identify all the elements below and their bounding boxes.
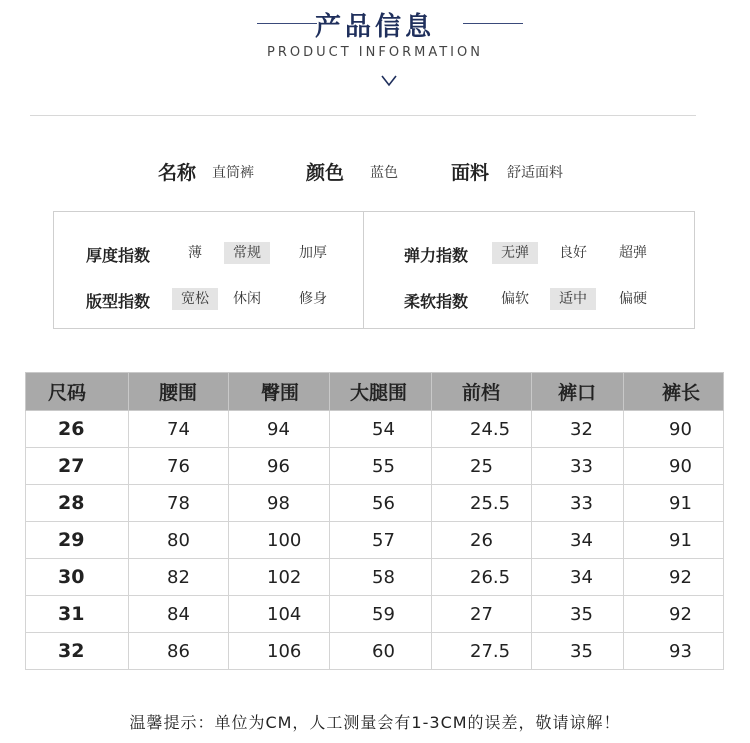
index-option-selected: 常规 [224,242,270,264]
measurement-cell [624,411,724,448]
column-header [129,373,229,411]
cell-value: 84 [167,603,190,625]
measurement-cell [532,559,624,596]
cell-value: 94 [267,418,290,440]
column-header-label: 大腿围 [350,382,408,404]
column-header-label: 臀围 [261,382,300,404]
cell-value: 90 [669,418,692,440]
table-row [26,596,724,633]
measurement-cell [624,559,724,596]
cell-value: 32 [570,418,593,440]
measurement-cell [432,411,532,448]
attribute-value: 舒适面料 [507,165,563,181]
cell-value: 80 [167,529,190,551]
measurement-cell [624,633,724,670]
cell-value: 78 [167,492,190,514]
cell-value: 30 [58,566,85,588]
attribute-label: 颜色 [306,162,345,184]
table-row [26,633,724,670]
size-cell [26,411,129,448]
cell-value: 56 [372,492,395,514]
measurement-cell [129,448,229,485]
cell-value: 90 [669,455,692,477]
measurement-cell [330,559,432,596]
cell-value: 28 [58,492,85,514]
column-header [532,373,624,411]
measurement-cell [229,485,330,522]
measurement-cell [330,448,432,485]
index-option: 偏软 [501,291,529,307]
column-header [229,373,330,411]
measurement-cell [532,485,624,522]
index-option: 休闲 [233,291,261,307]
measurement-cell [624,485,724,522]
measurement-cell [432,448,532,485]
index-option: 薄 [188,245,202,261]
cell-value: 102 [267,566,302,588]
measurement-cell [532,522,624,559]
attribute-label: 面料 [451,162,490,184]
cell-value: 34 [570,529,593,551]
index-box-divider [363,212,364,328]
column-header [330,373,432,411]
table-row [26,448,724,485]
column-header-label: 腰围 [159,382,198,404]
measurement-cell [229,411,330,448]
section-divider [30,115,696,116]
index-option: 超弹 [619,245,647,261]
measurement-cell [532,448,624,485]
cell-value: 98 [267,492,290,514]
measurement-cell [432,522,532,559]
cell-value: 35 [570,603,593,625]
cell-value: 24.5 [470,418,511,440]
index-label: 厚度指数 [86,246,151,265]
measurement-cell [532,411,624,448]
measurement-cell [129,411,229,448]
measurement-cell [330,485,432,522]
column-header [432,373,532,411]
cell-value: 74 [167,418,190,440]
index-option: 加厚 [299,245,327,261]
cell-value: 29 [58,529,85,551]
chevron-down-icon [381,75,397,87]
cell-value: 86 [167,640,190,662]
cell-value: 34 [570,566,593,588]
index-label: 版型指数 [86,292,151,311]
measurement-cell [129,633,229,670]
measurement-cell [532,633,624,670]
index-option: 修身 [299,291,327,307]
size-table [25,372,724,670]
cell-value: 25.5 [470,492,511,514]
measurement-cell [624,596,724,633]
footer-note: 温馨提示：单位为CM，人工测量会有1-3CM的误差，敬请谅解！ [129,713,621,732]
cell-value: 35 [570,640,593,662]
column-header-label: 尺码 [48,382,87,404]
column-header [624,373,724,411]
attribute-value: 蓝色 [370,165,398,181]
cell-value: 33 [570,455,593,477]
index-option-selected: 适中 [550,288,596,310]
cell-value: 26 [58,418,85,440]
index-option: 良好 [559,245,587,261]
size-cell [26,448,129,485]
measurement-cell [229,633,330,670]
measurement-cell [624,522,724,559]
size-cell [26,485,129,522]
size-cell [26,522,129,559]
cell-value: 104 [267,603,302,625]
measurement-cell [229,522,330,559]
index-option-selected: 宽松 [172,288,218,310]
cell-value: 100 [267,529,302,551]
cell-value: 32 [58,640,85,662]
measurement-cell [432,559,532,596]
cell-value: 57 [372,529,395,551]
column-header-label: 裤长 [662,382,701,404]
table-row [26,411,724,448]
cell-value: 76 [167,455,190,477]
attribute-value: 直筒裤 [212,165,254,181]
size-cell [26,596,129,633]
size-table-header [26,373,724,411]
size-cell [26,559,129,596]
measurement-cell [330,633,432,670]
size-cell [26,633,129,670]
column-header-label: 裤口 [558,382,597,404]
page-title: 产品信息 [314,12,435,42]
measurement-cell [229,448,330,485]
cell-value: 60 [372,640,395,662]
measurement-cell [229,559,330,596]
measurement-cell [129,485,229,522]
cell-value: 106 [267,640,302,662]
measurement-cell [532,596,624,633]
cell-value: 82 [167,566,190,588]
measurement-cell [330,596,432,633]
measurement-cell [330,522,432,559]
cell-value: 31 [58,603,85,625]
cell-value: 26.5 [470,566,511,588]
cell-value: 96 [267,455,290,477]
cell-value: 27 [470,603,493,625]
measurement-cell [432,596,532,633]
index-label: 柔软指数 [404,292,469,311]
table-row [26,485,724,522]
measurement-cell [432,633,532,670]
cell-value: 33 [570,492,593,514]
cell-value: 93 [669,640,692,662]
cell-value: 25 [470,455,493,477]
attribute-label: 名称 [158,162,197,184]
cell-value: 27.5 [470,640,511,662]
measurement-cell [129,522,229,559]
cell-value: 92 [669,603,692,625]
table-row [26,559,724,596]
measurement-cell [129,559,229,596]
index-label: 弹力指数 [404,246,469,265]
index-option-selected: 无弹 [492,242,538,264]
cell-value: 59 [372,603,395,625]
page-subtitle: PRODUCT INFORMATION [267,45,483,60]
measurement-cell [432,485,532,522]
measurement-cell [624,448,724,485]
cell-value: 58 [372,566,395,588]
measurement-cell [129,596,229,633]
column-header [26,373,129,411]
measurement-cell [229,596,330,633]
table-row [26,522,724,559]
cell-value: 91 [669,529,692,551]
column-header-label: 前档 [462,382,501,404]
cell-value: 55 [372,455,395,477]
cell-value: 27 [58,455,85,477]
cell-value: 54 [372,418,395,440]
cell-value: 91 [669,492,692,514]
index-option: 偏硬 [619,291,647,307]
cell-value: 26 [470,529,493,551]
cell-value: 92 [669,566,692,588]
measurement-cell [330,411,432,448]
